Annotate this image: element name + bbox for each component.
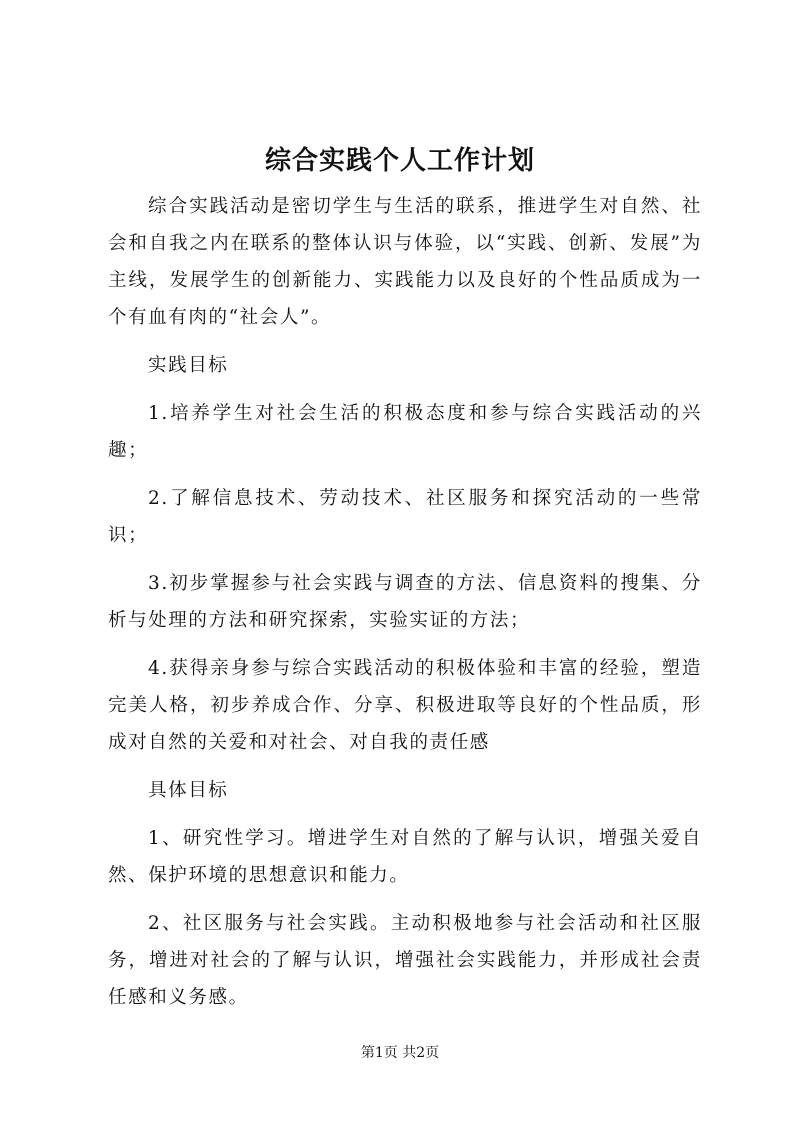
practice-goal-item: 4.获得亲身参与综合实践活动的积极体验和丰富的经验，塑造完美人格，初步养成合作、分享、积极进取等良好的个性品质，形成对自然的关爱和对社会、对自我的责任感 <box>108 658 702 753</box>
document-body <box>108 188 702 1027</box>
practice-goal-item: 1.培养学生对社会生活的积极态度和参与综合实践活动的兴趣； <box>108 403 702 461</box>
intro-paragraph: 综合实践活动是密切学生与生活的联系，推进学生对自然、社会和自我之内在联系的整体认识与体验，以“实践、创新、发展”为主线，发展学生的创新能力、实践能力以及良好的个性品质成为一个有血有肉的“社会人”。 <box>108 196 702 328</box>
section-heading-specific-goals: 具体目标 <box>148 780 229 801</box>
document-title: 综合实践个人工作计划 <box>264 146 535 176</box>
section-heading-practice-goals: 实践目标 <box>148 355 229 376</box>
specific-goal-item: 2、社区服务与社会实践。主动积极地参与社会活动和社区服务，增进对社会的了解与认识，增强社会实践能力，并形成社会责任感和义务感。 <box>108 913 702 1008</box>
page-footer: 第1页 共2页 <box>360 1045 440 1061</box>
practice-goal-item: 3.初步掌握参与社会实践与调查的方法、信息资料的搜集、分析与处理的方法和研究探索，实验实证的方法； <box>108 573 702 631</box>
specific-goal-item: 1、研究性学习。增进学生对自然的了解与认识，增强关爱自然、保护环境的思想意识和能力。 <box>108 828 702 886</box>
practice-goal-item: 2.了解信息技术、劳动技术、社区服务和探究活动的一些常识； <box>108 488 702 546</box>
